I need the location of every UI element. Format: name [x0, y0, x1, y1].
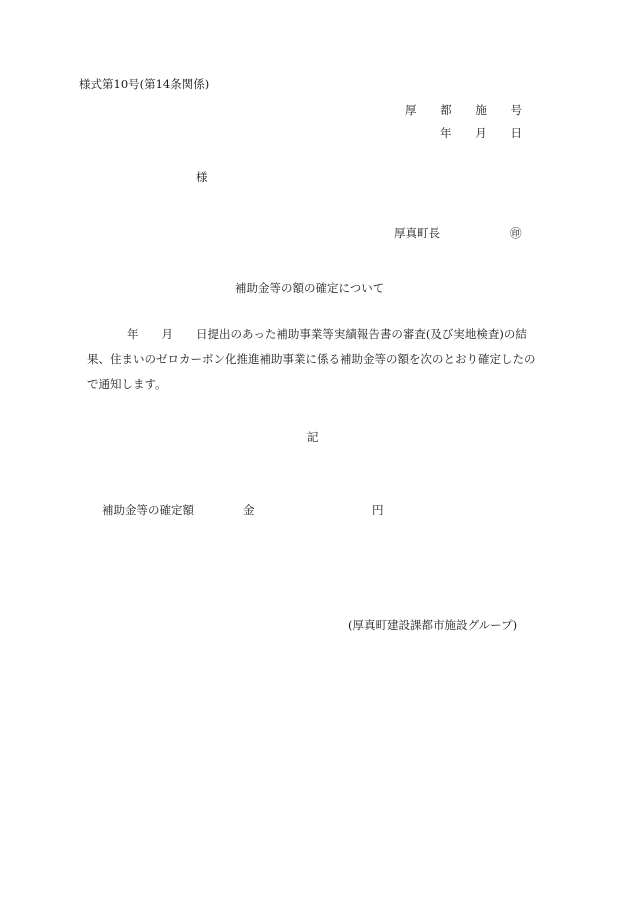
document-subject: 補助金等の額の確定について	[235, 281, 385, 295]
confirmed-amount-label: 補助金等の確定額	[102, 503, 194, 517]
amount-yen: 円	[372, 503, 384, 517]
body-month: 月	[161, 327, 173, 341]
body-line-1-text: 日提出のあった補助事業等実績報告書の審査(及び実地検査)の結	[196, 327, 527, 341]
form-number: 様式第10号(第14条関係)	[79, 77, 210, 91]
amount-kin: 金	[243, 503, 255, 517]
recipient-honorific: 様	[196, 170, 208, 184]
doc-number-char: 厚	[405, 103, 417, 117]
issuer-title: 厚真町長	[394, 226, 440, 240]
date-month: 月	[475, 126, 487, 140]
doc-number-char: 都	[440, 103, 452, 117]
body-line-1	[87, 322, 535, 347]
date-line	[440, 128, 522, 140]
body-line-3: で通知します。	[87, 377, 167, 391]
doc-number-char: 施	[475, 103, 487, 117]
doc-number-char: 号	[510, 103, 522, 117]
document-number-line	[405, 105, 522, 117]
date-year: 年	[440, 126, 452, 140]
document-body	[87, 322, 535, 397]
ki-heading: 記	[307, 430, 319, 444]
body-year: 年	[127, 327, 139, 341]
date-day: 日	[510, 126, 522, 140]
seal-mark: ㊞	[510, 226, 522, 240]
contact-department: (厚真町建設課都市施設グループ)	[348, 618, 518, 632]
body-line-2: 果、住まいのゼロカーボン化推進補助事業に係る補助金等の額を次のとおり確定したの	[87, 352, 536, 366]
